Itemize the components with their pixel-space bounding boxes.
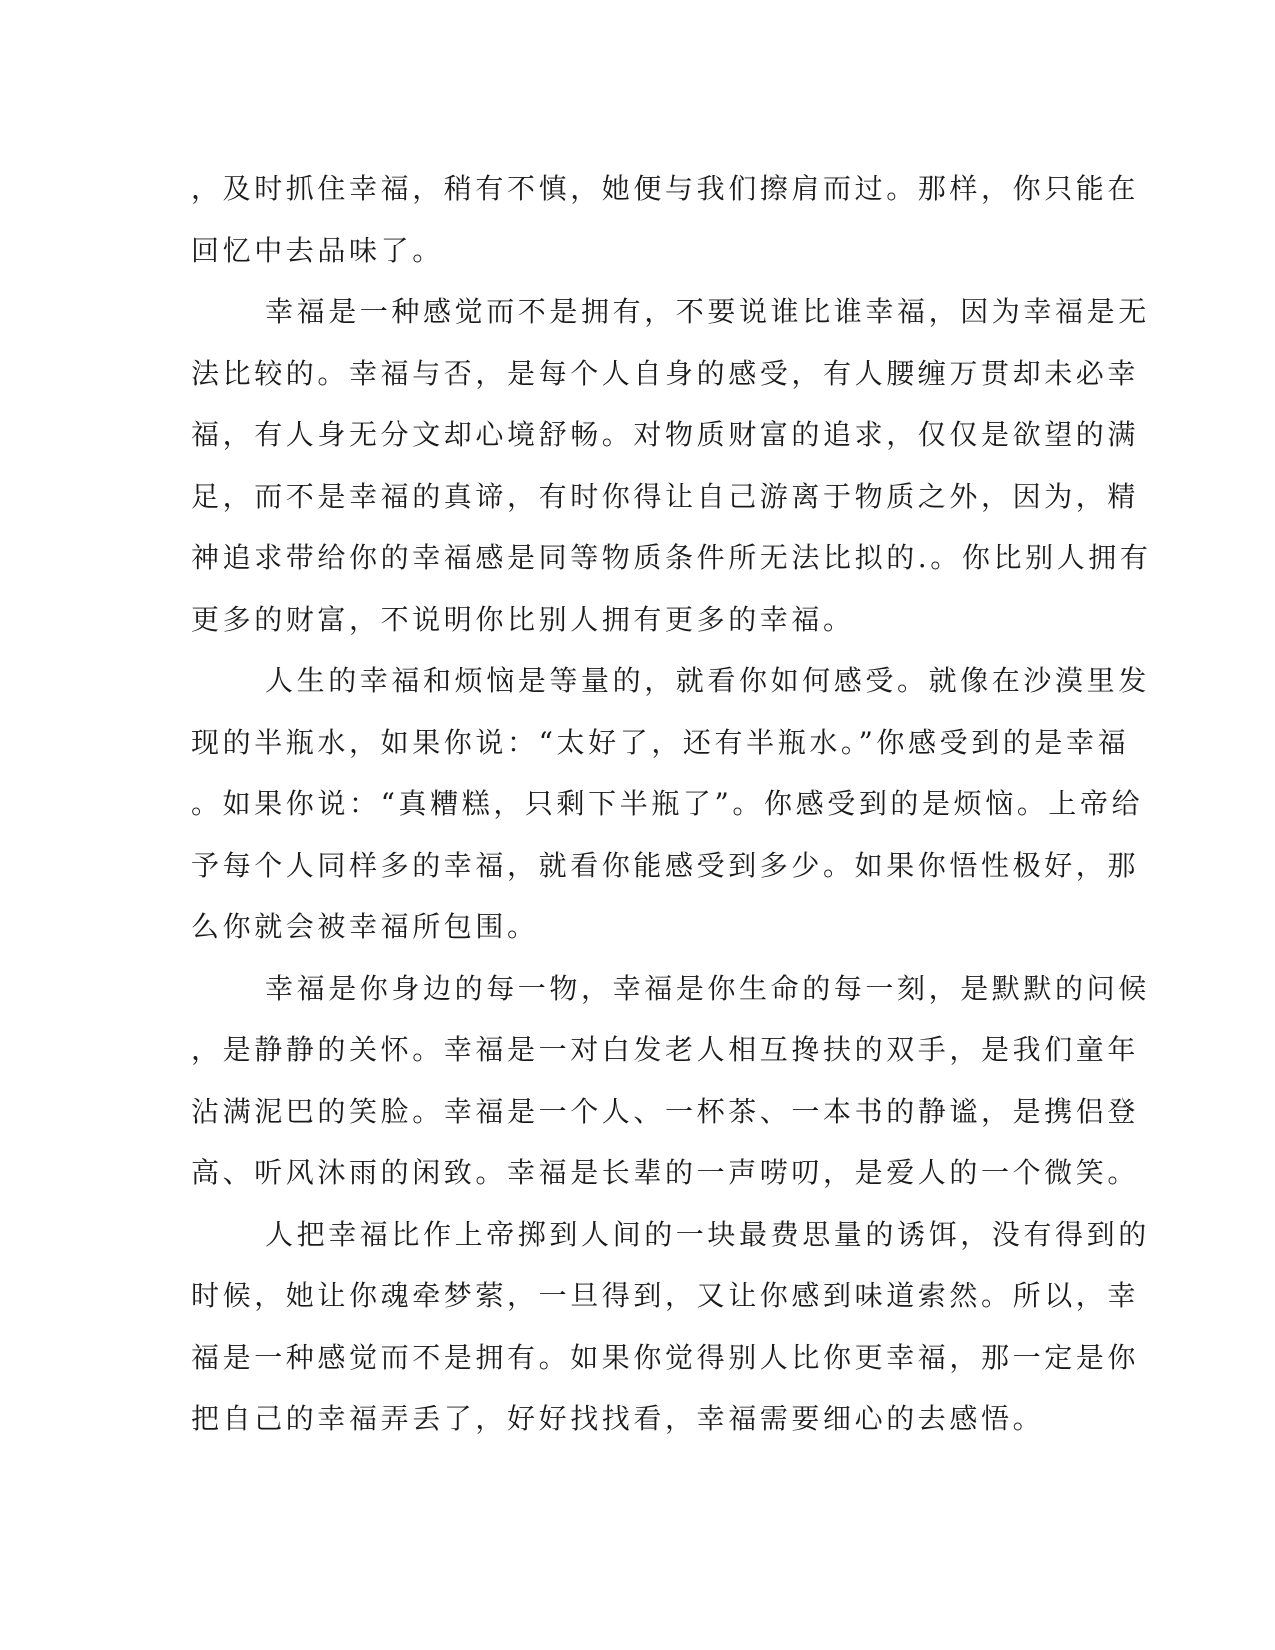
paragraph-line: 沾满泥巴的笑脸。幸福是一个人、一杯茶、一本书的静谧，是携侣登: [191, 1094, 1140, 1128]
paragraph-line: 人把幸福比作上帝掷到人间的一块最费思量的诱饵，没有得到的: [265, 1217, 1150, 1251]
paragraph-line: ，是静静的关怀。幸福是一对白发老人相互搀扶的双手，是我们童年: [191, 1033, 1140, 1066]
document-body: [191, 158, 1152, 1450]
paragraph-line: 更多的财富，不说明你比别人拥有更多的幸福。: [191, 602, 855, 636]
paragraph-line: ，及时抓住幸福，稍有不慎，她便与我们擦肩而过。那样，你只能在: [191, 172, 1140, 205]
paragraph-line: 足，而不是幸福的真谛，有时你得让自己游离于物质之外，因为，精: [191, 479, 1140, 513]
paragraph-5: [191, 1204, 1150, 1450]
paragraph-line: 么你就会被幸福所包围。: [191, 910, 539, 943]
paragraph-line: 法比较的。幸福与否，是每个人自身的感受，有人腰缠万贯却未必幸: [191, 356, 1140, 390]
paragraph-line: 福是一种感觉而不是拥有。如果你觉得别人比你更幸福，那一定是你: [191, 1340, 1140, 1374]
paragraph-line: 现的半瓶水，如果你说：“太好了，还有半瓶水。”你感受到的是幸福: [191, 725, 1130, 759]
paragraph-line: 回忆中去品味了。: [191, 233, 444, 267]
paragraph-line: 人生的幸福和烦恼是等量的，就看你如何感受。就像在沙漠里发: [265, 664, 1150, 697]
paragraph-line: 高、听风沐雨的闲致。幸福是长辈的一声唠叨，是爱人的一个微笑。: [191, 1156, 1140, 1189]
paragraph-line: 幸福是一种感觉而不是拥有，不要说谁比谁幸福，因为幸福是无: [265, 295, 1150, 328]
paragraph-line: 神追求带给你的幸福感是同等物质条件所无法比拟的.。你比别人拥有: [191, 541, 1152, 574]
paragraph-line: 福，有人身无分文却心境舒畅。对物质财富的追求，仅仅是欲望的满: [191, 418, 1140, 451]
paragraph-3: [191, 650, 1150, 958]
paragraph-line: 时候，她让你魂牵梦萦，一旦得到，又让你感到味道索然。所以，幸: [191, 1279, 1140, 1312]
paragraph-line: 予每个人同样多的幸福，就看你能感受到多少。如果你悟性极好，那: [191, 848, 1140, 882]
paragraph-2: [191, 281, 1152, 650]
paragraph-line: 幸福是你身边的每一物，幸福是你生命的每一刻，是默默的问候: [265, 971, 1150, 1005]
paragraph-1: [191, 158, 1140, 281]
paragraph-line: 。如果你说：“真糟糕，只剩下半瓶了”。你感受到的是烦恼。上帝给: [191, 787, 1144, 820]
paragraph-line: 把自己的幸福弄丢了，好好找找看，幸福需要细心的去感悟。: [191, 1402, 1045, 1435]
paragraph-4: [191, 958, 1150, 1204]
